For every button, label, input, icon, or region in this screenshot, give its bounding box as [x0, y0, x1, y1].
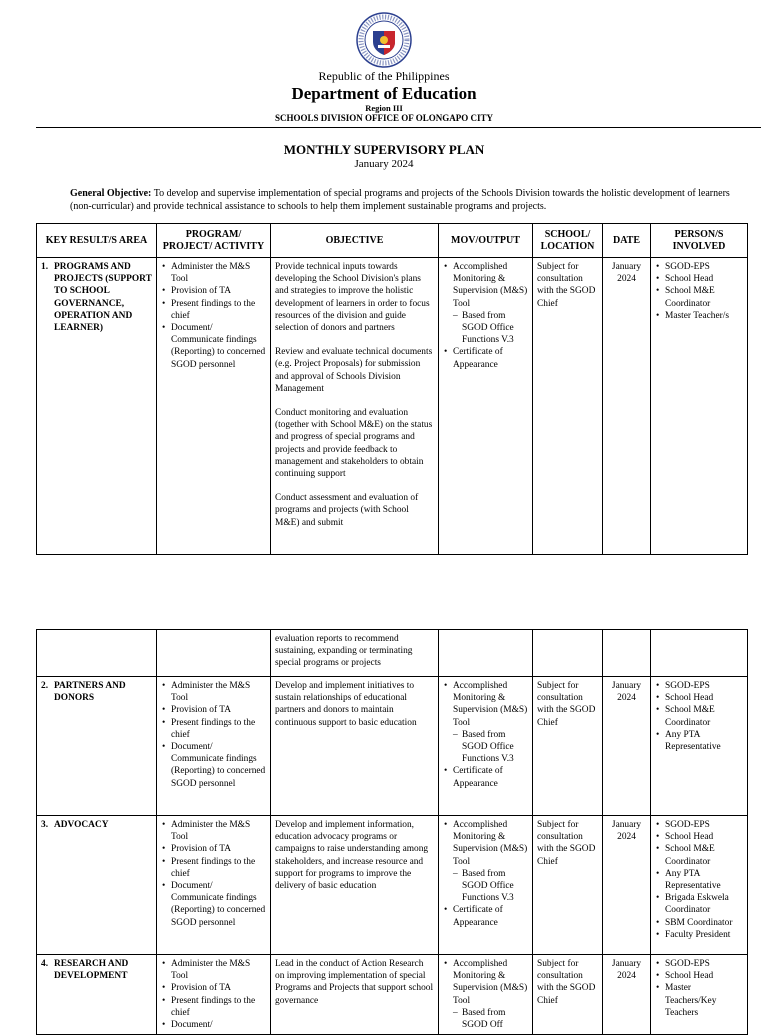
header-divider [36, 127, 761, 128]
program-item: • Document/ Communicate findings (Reporting) to concerned SGOD personnel [171, 322, 266, 371]
deped-seal-logo [356, 12, 412, 68]
mov-item: • Certificate of Appearance [453, 765, 528, 789]
program-cell [157, 955, 271, 1035]
person-item: • Any PTA Representative [665, 868, 743, 892]
program-cell [157, 677, 271, 816]
program-cell [157, 258, 271, 555]
person-item: • Brigada Eskwela Coordinator [665, 892, 743, 916]
date-cell [603, 630, 651, 677]
table-row [37, 258, 748, 555]
location-cell [533, 630, 603, 677]
program-item: • Administer the M&S Tool [171, 680, 266, 704]
objective-paragraph: Conduct assessment and evaluation of programs and projects (with School M&E) and submit [275, 493, 419, 528]
objective-cell: Develop and implement information, education advocacy programs or campaigns to raise understanding among stakeholders, and increase resource and support for programs to improve the delivery of basic education [271, 816, 439, 955]
program-item: • Document/ Communicate findings (Reporting) to concerned SGOD personnel [171, 880, 266, 929]
objective-paragraph: Review and evaluate technical documents (e.g. Project Proposals) for submission and approval of Schools Division Management [275, 347, 433, 394]
general-objective-text: To develop and supervise implementation of special programs and projects of the Schools Division towards the holistic development of learners (non-curricular) and provide technical assistance to schools to help them implement sustainable programs and projects. [70, 188, 730, 212]
header-office: SCHOOLS DIVISION OFFICE OF OLONGAPO CITY [275, 113, 493, 123]
mov-subitem: – Based from SGOD Office Functions V.3 [462, 868, 528, 905]
col-header-persons: PERSON/S INVOLVED [651, 224, 748, 258]
col-header-mov: MOV/OUTPUT [439, 224, 533, 258]
person-item: • School M&E Coordinator [665, 704, 743, 728]
kra-number: 2. [41, 681, 49, 691]
person-item: • School Head [665, 692, 743, 704]
date-cell: January 2024 [603, 258, 651, 555]
program-cell [157, 816, 271, 955]
mov-item: • Certificate of Appearance [453, 904, 528, 928]
location-cell: Subject for consultation with the SGOD Chief [533, 955, 603, 1035]
mov-cell [439, 816, 533, 955]
person-item: • SGOD-EPS [665, 819, 743, 831]
kra-cell [37, 677, 157, 816]
person-item: • School Head [665, 970, 743, 982]
person-item: • Master Teacher/s [665, 310, 743, 322]
program-cell [157, 630, 271, 677]
kra-title: PROGRAMS AND PROJECTS (SUPPORT TO SCHOOL GOVERNANCE, OPERATION AND LEARNER) [54, 262, 152, 334]
page-title: MONTHLY SUPERVISORY PLAN [283, 142, 485, 157]
col-header-program: PROGRAM/ PROJECT/ ACTIVITY [157, 224, 271, 258]
col-header-location: SCHOOL/ LOCATION [533, 224, 603, 258]
kra-number: 4. [41, 959, 49, 969]
persons-cell [651, 677, 748, 816]
program-item: • Document/ [171, 1019, 266, 1031]
location-cell: Subject for consultation with the SGOD Chief [533, 816, 603, 955]
table-header-row [37, 224, 748, 258]
mov-item: • Accomplished Monitoring & Supervision (M&S) Tool – Based from SGOD Office Functions V.3 [453, 819, 528, 904]
mov-subitem: – Based from SGOD Off [462, 1007, 528, 1031]
person-item: • SGOD-EPS [665, 958, 743, 970]
mov-item: • Accomplished Monitoring & Supervision (M&S) Tool – Based from SGOD Office Functions V.3 [453, 261, 528, 346]
program-item: • Administer the M&S Tool [171, 819, 266, 843]
person-item: • SGOD-EPS [665, 680, 743, 692]
location-cell: Subject for consultation with the SGOD Chief [533, 677, 603, 816]
header-department: Department of Education [291, 84, 477, 103]
person-item: • School Head [665, 831, 743, 843]
date-cell: January 2024 [603, 677, 651, 816]
date-cell: January 2024 [603, 816, 651, 955]
person-item: • School M&E Coordinator [665, 285, 743, 309]
mov-cell [439, 677, 533, 816]
program-item: • Present findings to the chief [171, 995, 266, 1019]
supervisory-plan-table [36, 223, 748, 555]
objective-paragraph: Provide technical inputs towards developing the School Division's plans and strategies to improve the holistic development of learners in order to focus resources of the division and guide selection of donors and partners [275, 262, 430, 334]
kra-title: ADVOCACY [54, 820, 109, 830]
kra-cell [37, 955, 157, 1035]
person-item: • Faculty President [665, 929, 743, 941]
program-item: • Document/ Communicate findings (Reporting) to concerned SGOD personnel [171, 741, 266, 790]
general-objective-label: General Objective: [70, 188, 152, 199]
persons-cell [651, 258, 748, 555]
kra-cell [37, 258, 157, 555]
program-item: • Provision of TA [171, 843, 266, 855]
program-item: • Present findings to the chief [171, 856, 266, 880]
table-row [37, 630, 748, 677]
col-header-date: DATE [603, 224, 651, 258]
mov-item: • Certificate of Appearance [453, 346, 528, 370]
person-item: • School Head [665, 273, 743, 285]
mov-cell [439, 955, 533, 1035]
kra-cell [37, 816, 157, 955]
program-item: • Present findings to the chief [171, 717, 266, 741]
mov-cell [439, 258, 533, 555]
person-item: • School M&E Coordinator [665, 843, 743, 867]
program-item: • Administer the M&S Tool [171, 261, 266, 285]
header-republic: Republic of the Philippines [318, 69, 450, 83]
kra-number: 3. [41, 820, 49, 830]
table-row [37, 955, 748, 1035]
mov-subitem: – Based from SGOD Office Functions V.3 [462, 310, 528, 347]
person-item: • Any PTA Representative [665, 729, 743, 753]
person-item: • SGOD-EPS [665, 261, 743, 273]
program-item: • Administer the M&S Tool [171, 958, 266, 982]
date-cell: January 2024 [603, 955, 651, 1035]
mov-subitem: – Based from SGOD Office Functions V.3 [462, 729, 528, 766]
table-row [37, 816, 748, 955]
objective-paragraph: Conduct monitoring and evaluation (together with School M&E) on the status and progress of special programs and projects and provide feedback to management and stakeholders to obtain continuing support [275, 408, 433, 480]
supervisory-plan-table-continued [36, 629, 748, 1035]
persons-cell [651, 955, 748, 1035]
kra-number: 1. [41, 262, 49, 272]
persons-cell [651, 816, 748, 955]
persons-cell [651, 630, 748, 677]
program-item: • Provision of TA [171, 704, 266, 716]
mov-cell [439, 630, 533, 677]
objective-cell: Lead in the conduct of Action Research on improving implementation of special Programs and Projects that support school governance [271, 955, 439, 1035]
mov-item: • Accomplished Monitoring & Supervision (M&S) Tool – Based from SGOD Off [453, 958, 528, 1031]
kra-title: RESEARCH AND DEVELOPMENT [54, 959, 129, 982]
location-cell: Subject for consultation with the SGOD Chief [533, 258, 603, 555]
table-row [37, 677, 748, 816]
objective-cell [271, 258, 439, 555]
program-item: • Provision of TA [171, 285, 266, 297]
kra-title: PARTNERS AND DONORS [54, 681, 126, 704]
program-item: • Provision of TA [171, 982, 266, 994]
mov-item: • Accomplished Monitoring & Supervision (M&S) Tool – Based from SGOD Office Functions V.3 [453, 680, 528, 765]
objective-cell: Develop and implement initiatives to sustain relationships of educational partners and donors to maintain continuous support to basic education [271, 677, 439, 816]
general-objective [70, 187, 738, 213]
person-item: • Master Teachers/Key Teachers [665, 982, 743, 1019]
header-region: Region III [365, 103, 403, 113]
page-date: January 2024 [354, 158, 414, 170]
col-header-kra: KEY RESULT/S AREA [37, 224, 157, 258]
kra-cell [37, 630, 157, 677]
person-item: • SBM Coordinator [665, 917, 743, 929]
program-item: • Present findings to the chief [171, 298, 266, 322]
objective-cell: evaluation reports to recommend sustaining, expanding or terminating special programs or projects [271, 630, 439, 677]
col-header-objective: OBJECTIVE [271, 224, 439, 258]
